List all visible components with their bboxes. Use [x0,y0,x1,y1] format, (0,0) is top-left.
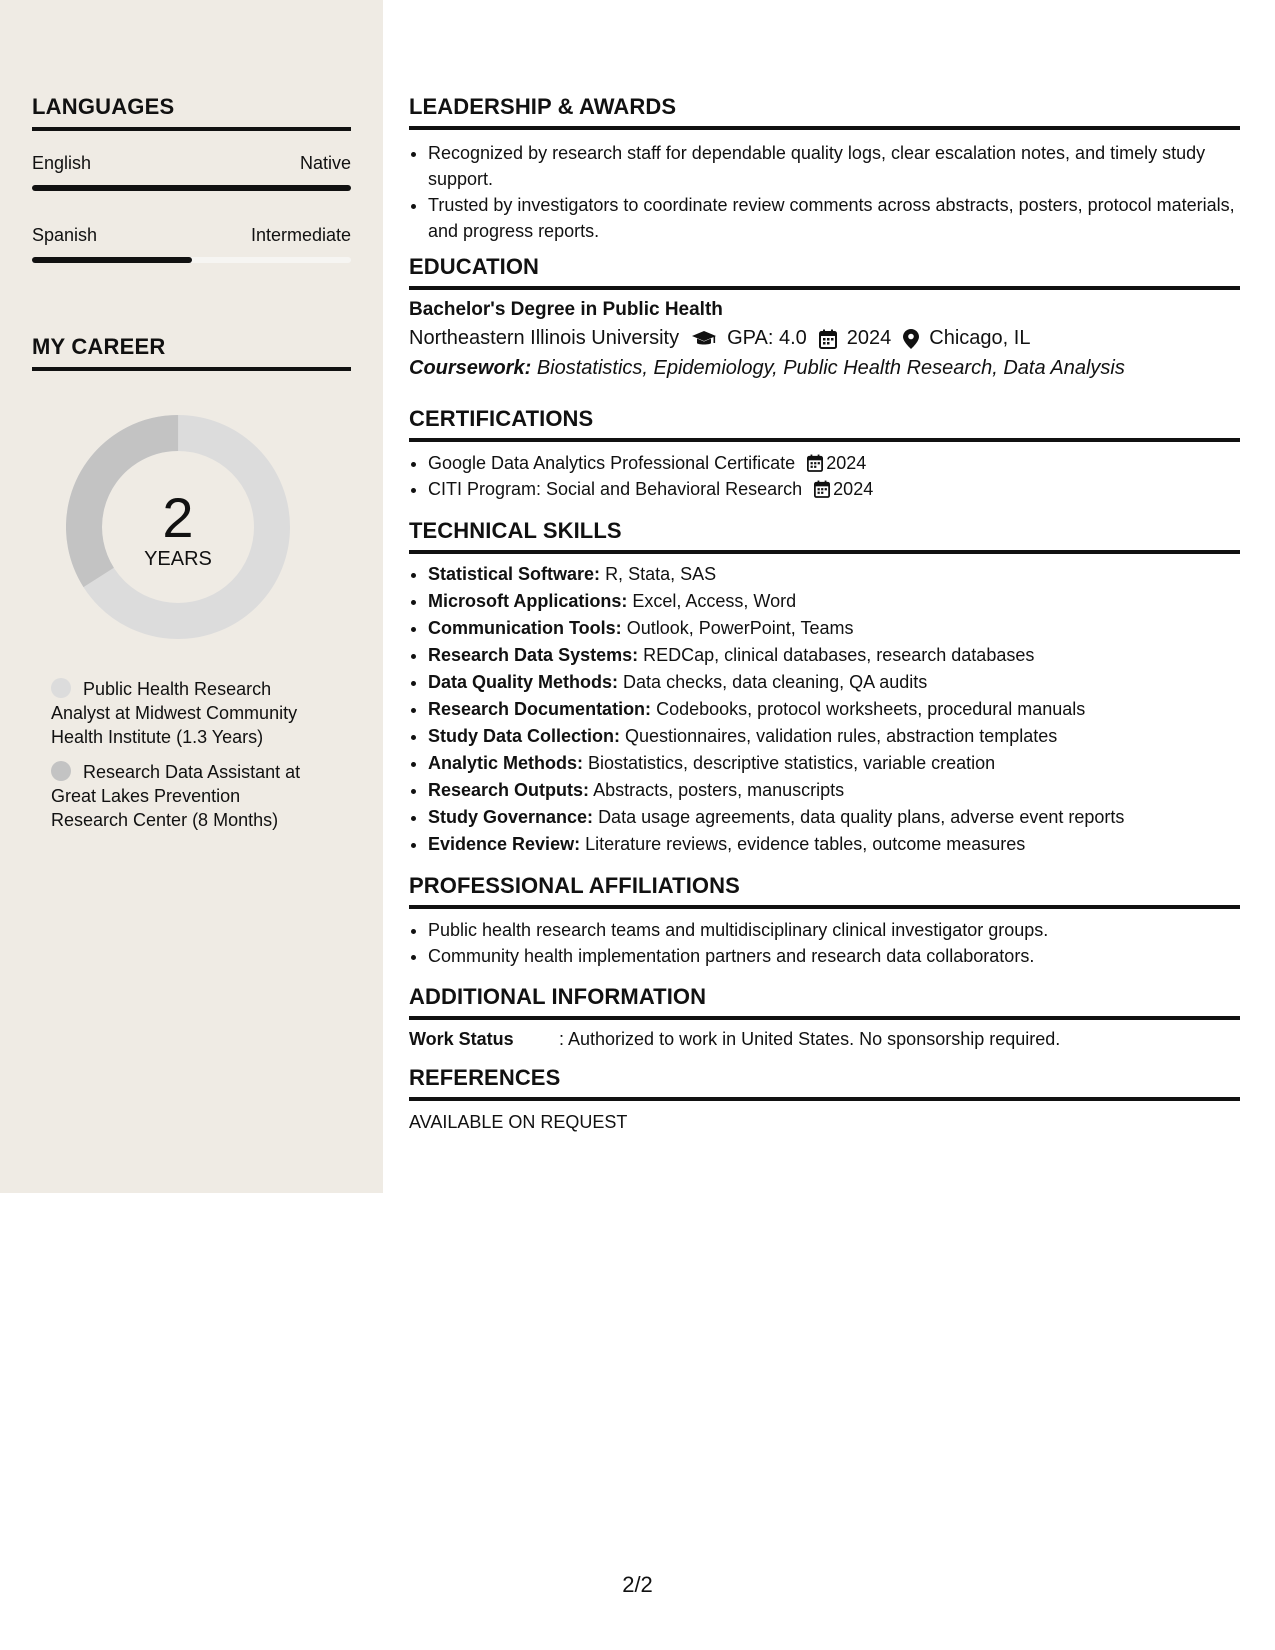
education-heading: EDUCATION [409,254,1240,290]
certification-item [428,476,1240,502]
skill-value: Outlook, PowerPoint, Teams [626,618,854,638]
career-total-unit: YEARS [144,548,212,570]
coursework-label: Coursework: [409,357,532,379]
skill-value: Biostatistics, descriptive statistics, variable creation [588,753,996,773]
work-status-row [409,1029,1240,1050]
skill-label: Data Quality Methods: [428,672,619,692]
calendar-icon [814,480,830,498]
language-item [32,225,351,263]
additional-heading: ADDITIONAL INFORMATION [409,984,1240,1020]
career-donut-chart [66,415,290,639]
leadership-heading: LEADERSHIP & AWARDS [409,94,1240,130]
education-year: 2024 [846,327,892,349]
certification-name: • CITI Program: Social and Behavioral Research [428,479,803,499]
skills-list [409,561,1240,858]
skill-value: Excel, Access, Word [632,591,797,611]
skill-value: REDCap, clinical databases, research databases [643,645,1035,665]
leadership-item: • Recognized by research staff for dependable quality logs, clear escalation notes, and timely study support. [428,140,1240,192]
language-name: Spanish [32,225,98,245]
certification-item [428,450,1240,476]
education-gpa: GPA: 4.0 [727,327,807,349]
career-position-text: Public Health Research Analyst at Midwest Community Health Institute (1.3 Years) [51,679,298,747]
language-name: English [32,153,92,173]
affiliations-list [409,917,1240,969]
certifications-list [409,450,1240,502]
career-position [51,677,322,749]
career-position-text: Research Data Assistant at Great Lakes Prevention Research Center (8 Months) [51,762,301,830]
career-positions [32,677,322,832]
skill-value: Abstracts, posters, manuscripts [593,780,845,800]
skill-item [428,804,1240,831]
work-status-label: Work Status [409,1029,514,1049]
skill-label: Research Outputs: [428,780,590,800]
certification-year: 2024 [833,479,874,499]
skill-value: Codebooks, protocol worksheets, procedural manuals [656,699,1086,719]
career-dot-icon [51,678,71,698]
career-dot-icon [51,761,71,781]
career-total-number: 2 [162,486,194,549]
affiliations-section [409,873,1240,969]
certifications-section [409,406,1240,502]
affiliations-heading: PROFESSIONAL AFFILIATIONS [409,873,1240,909]
skill-label: Research Data Systems: [428,645,639,665]
skill-item [428,588,1240,615]
language-proficiency-fill [32,185,351,191]
education-coursework [409,357,1240,380]
education-section [409,254,1240,380]
skill-label: Study Data Collection: [428,726,621,746]
career-heading: MY CAREER [32,334,351,371]
calendar-icon [819,329,837,349]
skill-item [428,696,1240,723]
leadership-list [409,140,1240,244]
skill-item [428,669,1240,696]
skill-item [428,642,1240,669]
coursework-value: Biostatistics, Epidemiology, Public Health Research, Data Analysis [536,357,1125,379]
references-text: AVAILABLE ON REQUEST [409,1112,628,1132]
language-proficiency-bar [32,257,351,263]
work-status-value: : Authorized to work in United States. No sponsorship required. [559,1029,1061,1049]
career-section [32,334,351,844]
language-row [32,225,351,246]
career-chart-wrap [32,415,351,639]
skill-value: Data checks, data cleaning, QA audits [623,672,928,692]
language-level: Intermediate [250,225,351,245]
certification-name: • Google Data Analytics Professional Certificate [428,453,796,473]
skill-item [428,750,1240,777]
career-position [51,760,322,832]
certifications-heading: CERTIFICATIONS [409,406,1240,442]
languages-heading: LANGUAGES [32,94,351,131]
skill-value: Data usage agreements, data quality plans, adverse event reports [598,807,1125,827]
language-row [32,153,351,174]
leadership-item: • Trusted by investigators to coordinate review comments across abstracts, posters, protocol materials, and progress reports. [428,192,1240,244]
affiliation-item: • Community health implementation partners and research data collaborators. [428,943,1240,969]
skill-label: Analytic Methods: [428,753,584,773]
skill-label: Research Documentation: [428,699,652,719]
skill-value: Questionnaires, validation rules, abstraction templates [625,726,1058,746]
skill-value: Literature reviews, evidence tables, outcome measures [585,834,1026,854]
certification-line [428,476,873,502]
skill-label: Communication Tools: [428,618,622,638]
skill-label: Evidence Review: [428,834,581,854]
skill-label: Microsoft Applications: [428,591,628,611]
skills-heading: TECHNICAL SKILLS [409,518,1240,554]
sidebar [0,0,383,1193]
references-section [409,1065,1240,1133]
certification-line [428,450,866,476]
skill-item [428,561,1240,588]
education-school: Northeastern Illinois University [409,327,680,349]
skill-item [428,723,1240,750]
education-degree: Bachelor's Degree in Public Health [409,299,723,320]
graduation-cap-icon [691,330,717,348]
skill-value: R, Stata, SAS [605,564,717,584]
language-item [32,153,351,191]
education-location: Chicago, IL [929,327,1031,349]
education-details [409,327,1240,350]
skill-item [428,615,1240,642]
leadership-section [409,94,1240,244]
language-level: Native [299,153,351,173]
additional-section [409,984,1240,1050]
page-number: 2/2 [622,1572,653,1597]
affiliation-item: • Public health research teams and multidisciplinary clinical investigator groups. [428,917,1240,943]
calendar-icon [807,454,823,472]
language-proficiency-fill [32,257,192,263]
skills-section [409,518,1240,858]
certification-year: 2024 [826,453,867,473]
languages-section [32,94,351,263]
skill-label: Study Governance: [428,807,594,827]
skill-label: Statistical Software: [428,564,601,584]
skill-item [428,777,1240,804]
skill-item [428,831,1240,858]
language-proficiency-bar [32,185,351,191]
references-heading: REFERENCES [409,1065,1240,1101]
location-pin-icon [903,329,919,349]
